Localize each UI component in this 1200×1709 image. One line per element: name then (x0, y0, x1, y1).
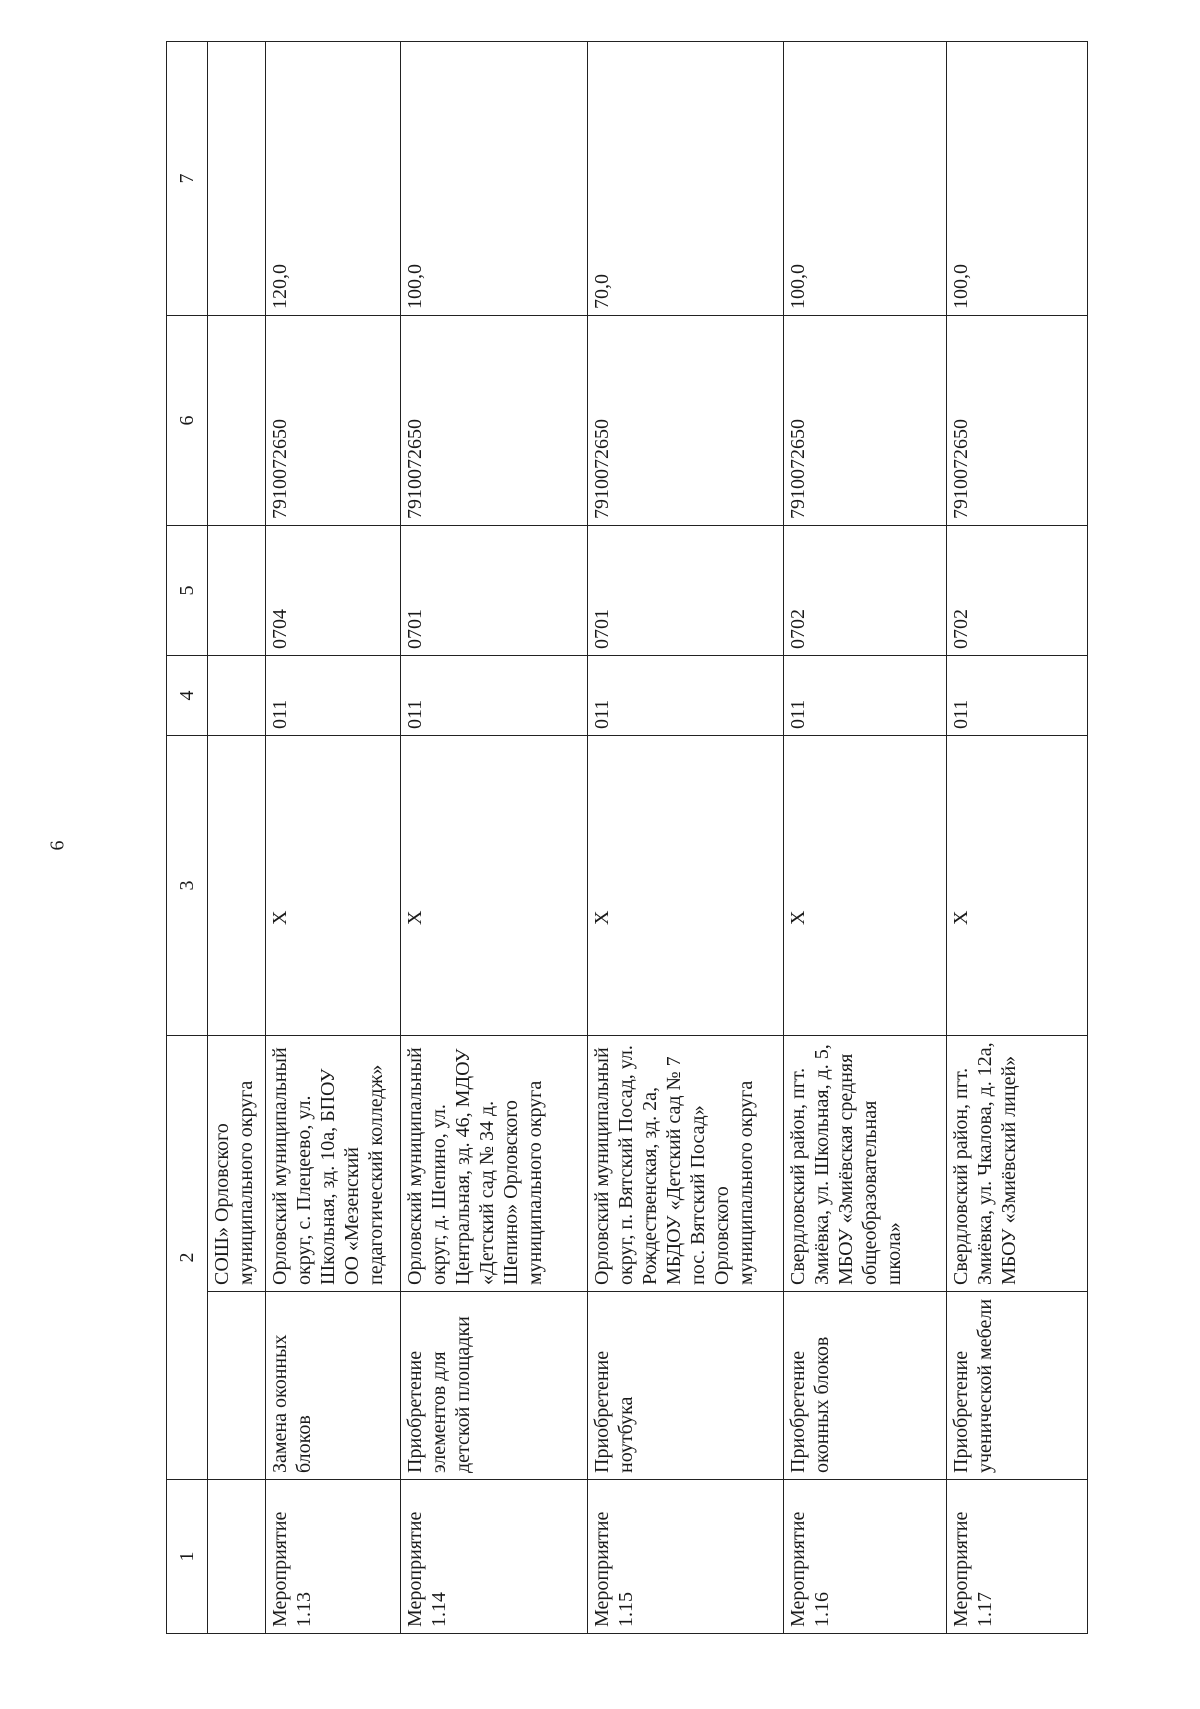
table-cell (208, 526, 266, 656)
target-article-cell: 7910072650 (588, 316, 784, 526)
table-cell (208, 42, 266, 316)
code-cell: 011 (265, 656, 401, 736)
event-cell: Мероприятие 1.16 (783, 1480, 946, 1634)
table-cell (208, 1292, 266, 1480)
mark-cell: X (946, 736, 1087, 1036)
amount-cell: 100,0 (946, 42, 1087, 316)
column-header: 2 (167, 1036, 208, 1480)
table-cell (208, 316, 266, 526)
continuation-row (208, 42, 266, 1634)
table-row (946, 42, 1087, 1634)
target-article-cell: 7910072650 (401, 316, 588, 526)
name-cell: Замена оконных блоков (265, 1292, 401, 1480)
code-cell: 011 (783, 656, 946, 736)
page-number: 6 (46, 840, 69, 851)
amount-cell: 100,0 (783, 42, 946, 316)
event-cell: Мероприятие 1.13 (265, 1480, 401, 1634)
header-row (167, 42, 208, 1634)
section-cell: 0702 (946, 526, 1087, 656)
location-cell: Орловский муниципальный округ, д. Шепино, ул. Центральная, зд. 46, МДОУ «Детский сад № 34 д. Шепино» Орловского муниципального округа (401, 1036, 588, 1292)
mark-cell: X (588, 736, 784, 1036)
target-article-cell: 7910072650 (265, 316, 401, 526)
name-cell: Приобретение ученической мебели (946, 1292, 1087, 1480)
name-cell: Приобретение элементов для детской площадки (401, 1292, 588, 1480)
section-cell: 0701 (588, 526, 784, 656)
event-cell: Мероприятие 1.15 (588, 1480, 784, 1634)
mark-cell: X (783, 736, 946, 1036)
target-article-cell: 7910072650 (783, 316, 946, 526)
table-cell (208, 1480, 266, 1634)
table-cell (208, 656, 266, 736)
code-cell: 011 (946, 656, 1087, 736)
event-cell: Мероприятие 1.14 (401, 1480, 588, 1634)
table-row (265, 42, 401, 1634)
column-header: 3 (167, 736, 208, 1036)
name-cell: Приобретение оконных блоков (783, 1292, 946, 1480)
location-cell: Орловский муниципальный округ, п. Вятский Посад, ул. Рождественская, зд. 2а, МБДОУ «Детский сад № 7 пос. Вятский Посад» Орловского муниципального округа (588, 1036, 784, 1292)
rotated-table-container (166, 42, 1088, 1634)
column-header: 5 (167, 526, 208, 656)
code-cell: 011 (588, 656, 784, 736)
budget-activities-table (166, 41, 1088, 1634)
column-header: 4 (167, 656, 208, 736)
mark-cell: X (265, 736, 401, 1036)
amount-cell: 100,0 (401, 42, 588, 316)
location-cell: СОШ» Орловского муниципального округа (208, 1036, 266, 1292)
section-cell: 0701 (401, 526, 588, 656)
location-cell: Свердловский район, пгт. Змиёвка, ул. Школьная, д. 5, МБОУ «Змиёвская средняя общеобразовательная школа» (783, 1036, 946, 1292)
column-header: 1 (167, 1480, 208, 1634)
table-row (401, 42, 588, 1634)
section-cell: 0702 (783, 526, 946, 656)
name-cell: Приобретение ноутбука (588, 1292, 784, 1480)
rotated-table-frame (166, 42, 1088, 1634)
table-cell (208, 736, 266, 1036)
table-row (783, 42, 946, 1634)
section-cell: 0704 (265, 526, 401, 656)
event-cell: Мероприятие 1.17 (946, 1480, 1087, 1634)
location-cell: Орловский муниципальный округ, с. Плецеево, ул. Школьная, зд. 10а, БПОУ ОО «Мезенский педагогический колледж» (265, 1036, 401, 1292)
column-header: 7 (167, 42, 208, 316)
mark-cell: X (401, 736, 588, 1036)
code-cell: 011 (401, 656, 588, 736)
target-article-cell: 7910072650 (946, 316, 1087, 526)
location-cell: Свердловский район, пгт. Змиёвка, ул. Чкалова, д. 12а, МБОУ «Змиёвский лицей» (946, 1036, 1087, 1292)
amount-cell: 70,0 (588, 42, 784, 316)
table-row (588, 42, 784, 1634)
amount-cell: 120,0 (265, 42, 401, 316)
column-header: 6 (167, 316, 208, 526)
